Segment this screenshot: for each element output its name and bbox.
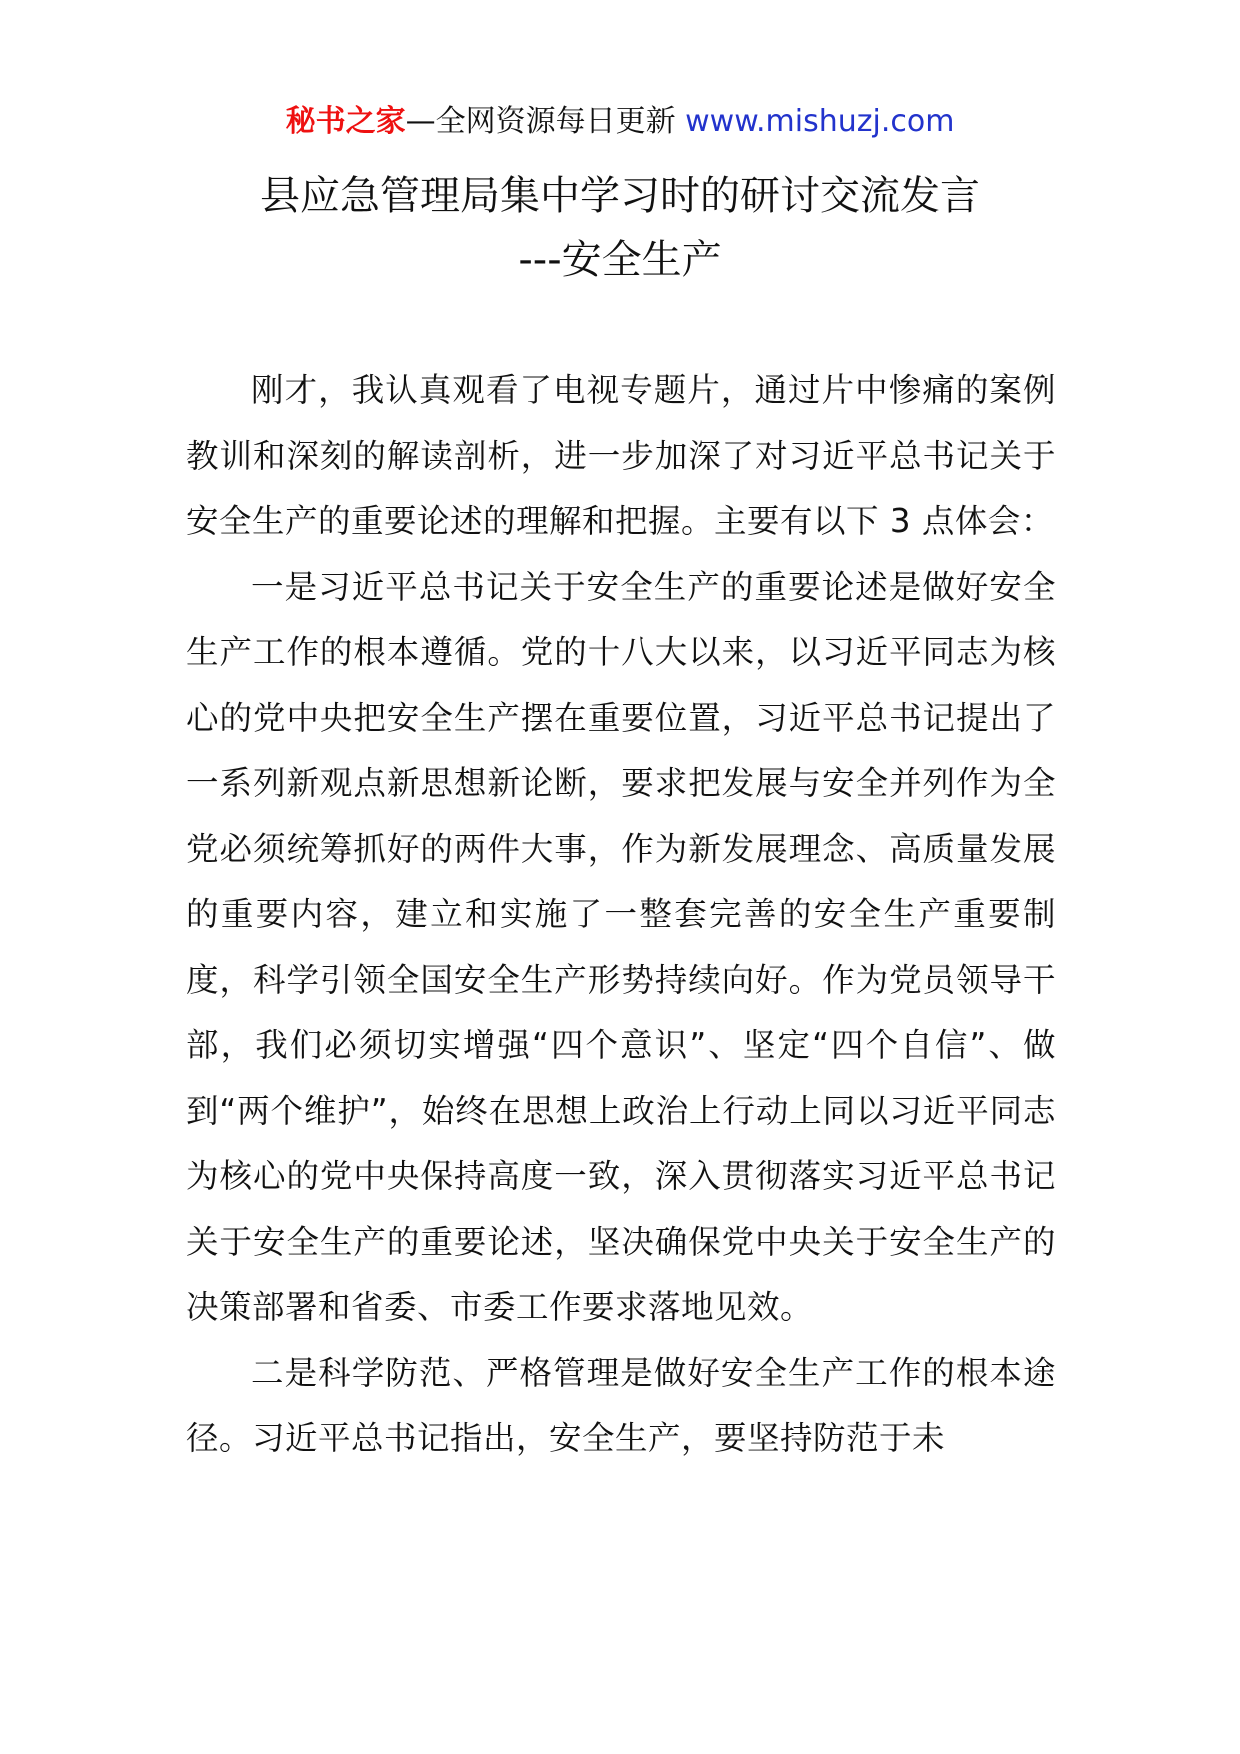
brand-name: 秘书之家 bbox=[285, 104, 406, 139]
document-body bbox=[186, 358, 1056, 1472]
document-subtitle: ---安全生产 bbox=[518, 237, 722, 283]
website-url[interactable]: www.mishuzj.com bbox=[685, 104, 955, 139]
paragraph-point-one: 一是习近平总书记关于安全生产的重要论述是做好安全生产工作的根本遵循。党的十八大以来，以习近平同志为核心的党中央把安全生产摆在重要位置，习近平总书记提出了一系列新观点新思想新论断，要求把发展与安全并列作为全党必须统筹抓好的两件大事，作为新发展理念、高质量发展的重要内容，建立和实施了一整套完善的安全生产重要制度，科学引领全国安全生产形势持续向好。作为党员领导干部，我们必须切实增强“四个意识”、坚定“四个自信”、做到“两个维护”，始终在思想上政治上行动上同以习近平同志为核心的党中央保持高度一致，深入贯彻落实习近平总书记关于安全生产的重要论述，坚决确保党中央关于安全生产的决策部署和省委、市委工作要求落地见效。 bbox=[186, 567, 1056, 1326]
document-title: 县应急管理局集中学习时的研讨交流发言 bbox=[260, 173, 980, 219]
paragraph-intro: 刚才，我认真观看了电视专题片，通过片中惨痛的案例教训和深刻的解读剖析，进一步加深了对习近平总书记关于安全生产的重要论述的理解和把握。主要有以下 3 点体会： bbox=[186, 371, 1056, 540]
header-tagline: —全网资源每日更新 bbox=[405, 104, 686, 139]
site-header bbox=[0, 100, 1240, 144]
paragraph-point-two: 二是科学防范、严格管理是做好安全生产工作的根本途径。习近平总书记指出，安全生产，要坚持防范于未 bbox=[186, 1353, 1056, 1457]
